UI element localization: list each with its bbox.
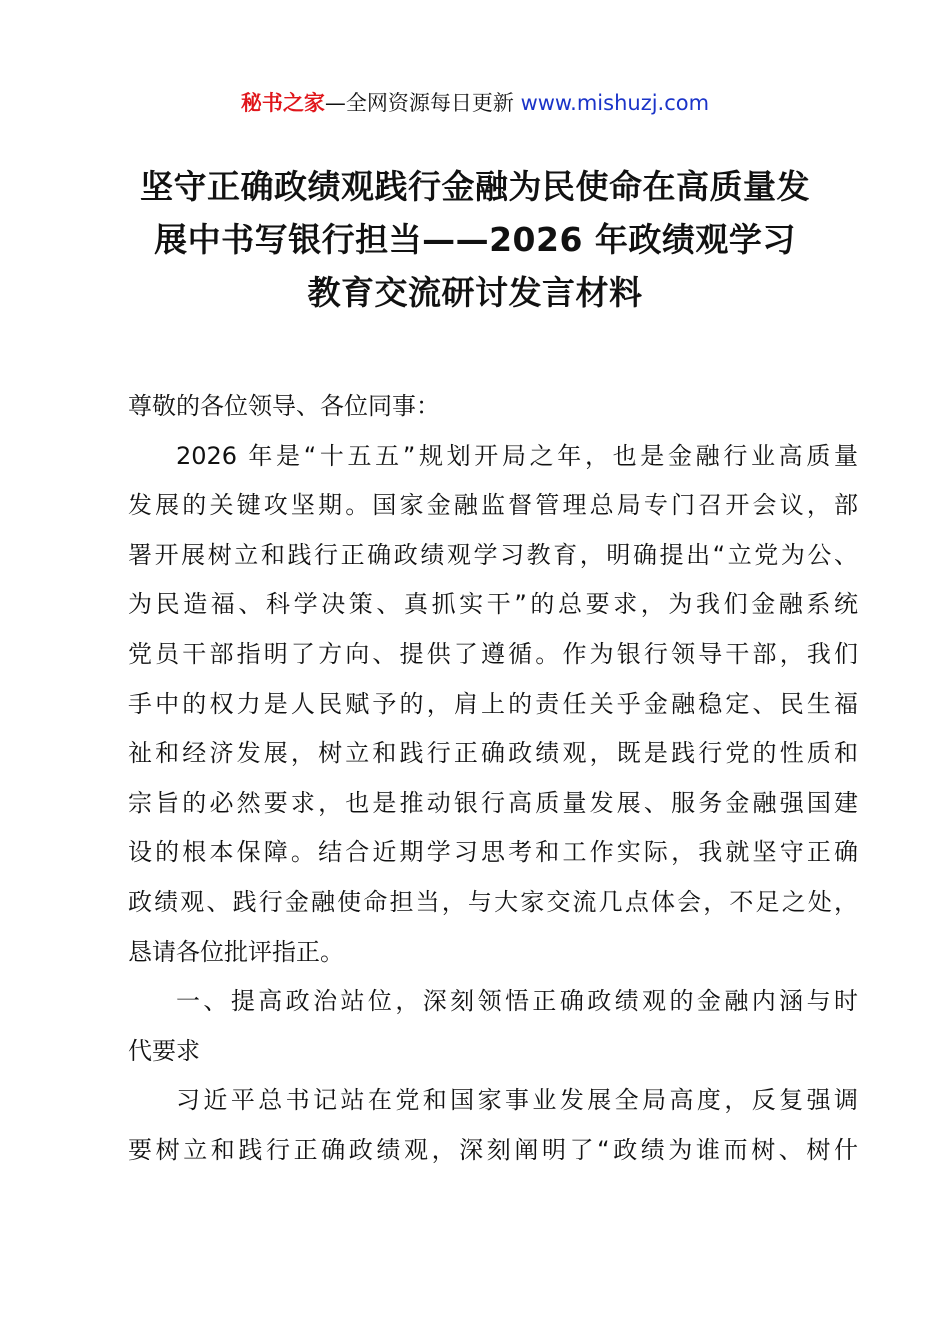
title-line: 教育交流研讨发言材料 [307,273,643,312]
paragraph-line: 祉和经济发展，树立和践行正确政绩观，既是践行党的性质和 [128,739,858,768]
document-body [128,382,858,1176]
section-heading-line: 代要求 [128,1036,200,1065]
paragraph-line: 宗旨的必然要求，也是推动银行高质量发展、服务金融强国建 [128,788,858,817]
site-header [0,88,950,118]
paragraph-line: 发展的关键攻坚期。国家金融监督管理总局专门召开会议，部 [128,491,858,520]
header-slogan: —全网资源每日更新 [324,91,521,115]
brand-name: 秘书之家 [240,91,325,115]
title-line: 坚守正确政绩观践行金融为民使命在高质量发 [140,167,810,206]
greeting: 尊敬的各位领导、各位同事： [128,392,440,420]
document-title [95,160,855,319]
paragraph-line: 为民造福、科学决策、真抓实干”的总要求，为我们金融系统 [128,590,858,619]
paragraph-line: 设的根本保障。结合近期学习思考和工作实际，我就坚守正确 [128,838,858,867]
paragraph-line: 习近平总书记站在党和国家事业发展全局高度，反复强调 [176,1086,858,1115]
paragraph-line: 要树立和践行正确政绩观，深刻阐明了“政绩为谁而树、树什 [128,1135,858,1164]
paragraph-line: 恳请各位批评指正。 [128,937,344,966]
paragraph-line: 政绩观、践行金融使命担当，与大家交流几点体会，不足之处， [128,887,858,916]
paragraph-line: 署开展树立和践行正确政绩观学习教育，明确提出“立党为公、 [128,540,858,569]
paragraph-line: 党员干部指明了方向、提供了遵循。作为银行领导干部，我们 [128,639,858,668]
paragraph-line: 2026 年是“十五五”规划开局之年，也是金融行业高质量 [176,441,858,470]
site-url-link[interactable]: www.mishuzj.com [520,91,710,115]
section-heading-line: 一、提高政治站位，深刻领悟正确政绩观的金融内涵与时 [176,987,858,1016]
paragraph-line: 手中的权力是人民赋予的，肩上的责任关乎金融稳定、民生福 [128,689,858,718]
title-line: 展中书写银行担当——2026 年政绩观学习 [154,220,796,259]
